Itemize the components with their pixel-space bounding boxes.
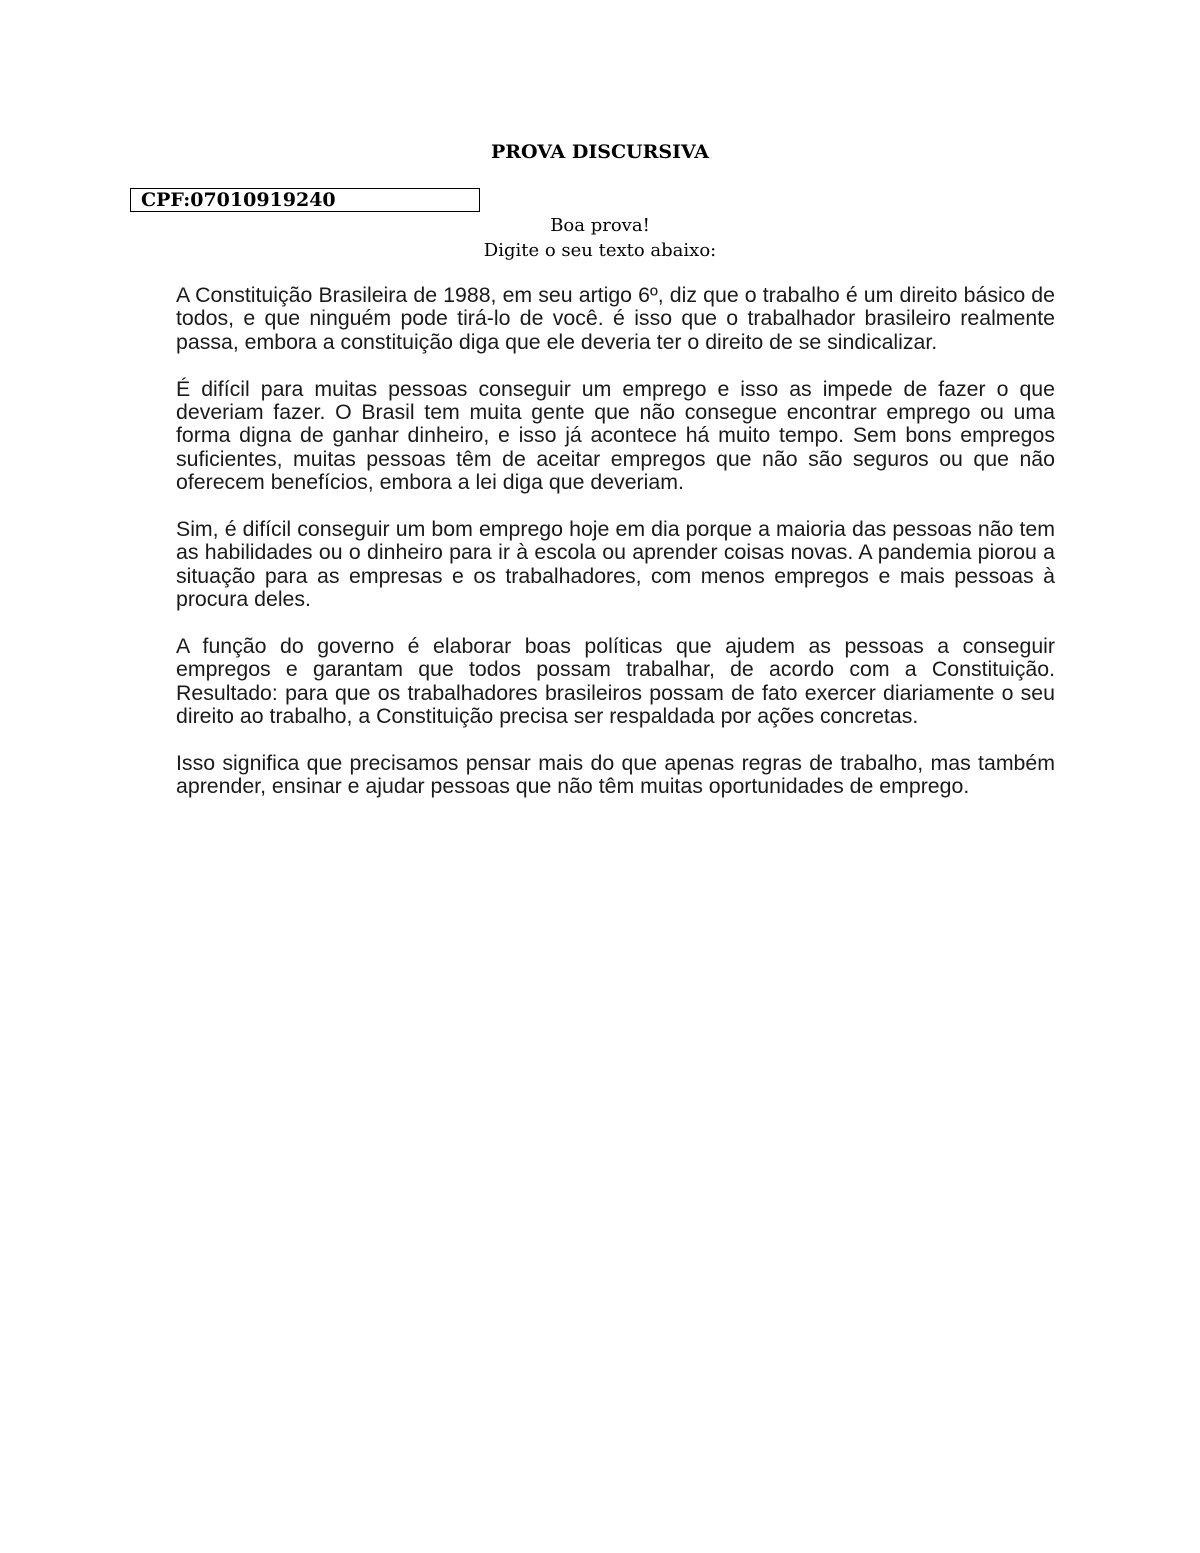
essay-paragraph: A Constituição Brasileira de 1988, em seu artigo 6º, diz que o trabalho é um direito básico de todos, e que ninguém pode tirá-lo de você. é isso que o trabalhador brasileiro realmente passa, embora a constituição diga que ele deveria ter o direito de se sindicalizar. (176, 283, 1055, 354)
essay-text-area[interactable] (176, 284, 1055, 822)
essay-paragraph: Sim, é difícil conseguir um bom emprego hoje em dia porque a maioria das pessoas não tem as habilidades ou o dinheiro para ir à escola ou aprender coisas novas. A pandemia piorou a situação para as empresas e os trabalhadores, com menos empregos e mais pessoas à procura deles. (176, 517, 1055, 612)
essay-paragraph: É difícil para muitas pessoas conseguir um emprego e isso as impede de fazer o que deveriam fazer. O Brasil tem muita gente que não consegue encontrar emprego ou uma forma digna de ganhar dinheiro, e isso já acontece há muito tempo. Sem bons empregos suficientes, muitas pessoas têm de aceitar empregos que não são seguros ou que não oferecem benefícios, embora a lei diga que deveriam. (176, 376, 1055, 495)
essay-paragraph: Isso significa que precisamos pensar mais do que apenas regras de trabalho, mas também aprender, ensinar e ajudar pessoas que não têm muitas oportunidades de emprego. (176, 751, 1055, 799)
essay-paragraph: A função do governo é elaborar boas políticas que ajudem as pessoas a conseguir empregos e garantam que todos possam trabalhar, de acordo com a Constituição. Resultado: para que os trabalhadores brasileiros possam de fato exercer diariamente o seu direito ao trabalho, a Constituição precisa ser respaldada por ações concretas. (176, 634, 1055, 729)
instruction-text: Digite o seu texto abaixo: (483, 240, 717, 261)
page-title: PROVA DISCURSIVA (490, 141, 710, 163)
greeting-text: Boa prova! (550, 215, 650, 236)
cpf-field: CPF:07010919240 (130, 188, 480, 212)
greeting-block (0, 213, 1200, 263)
